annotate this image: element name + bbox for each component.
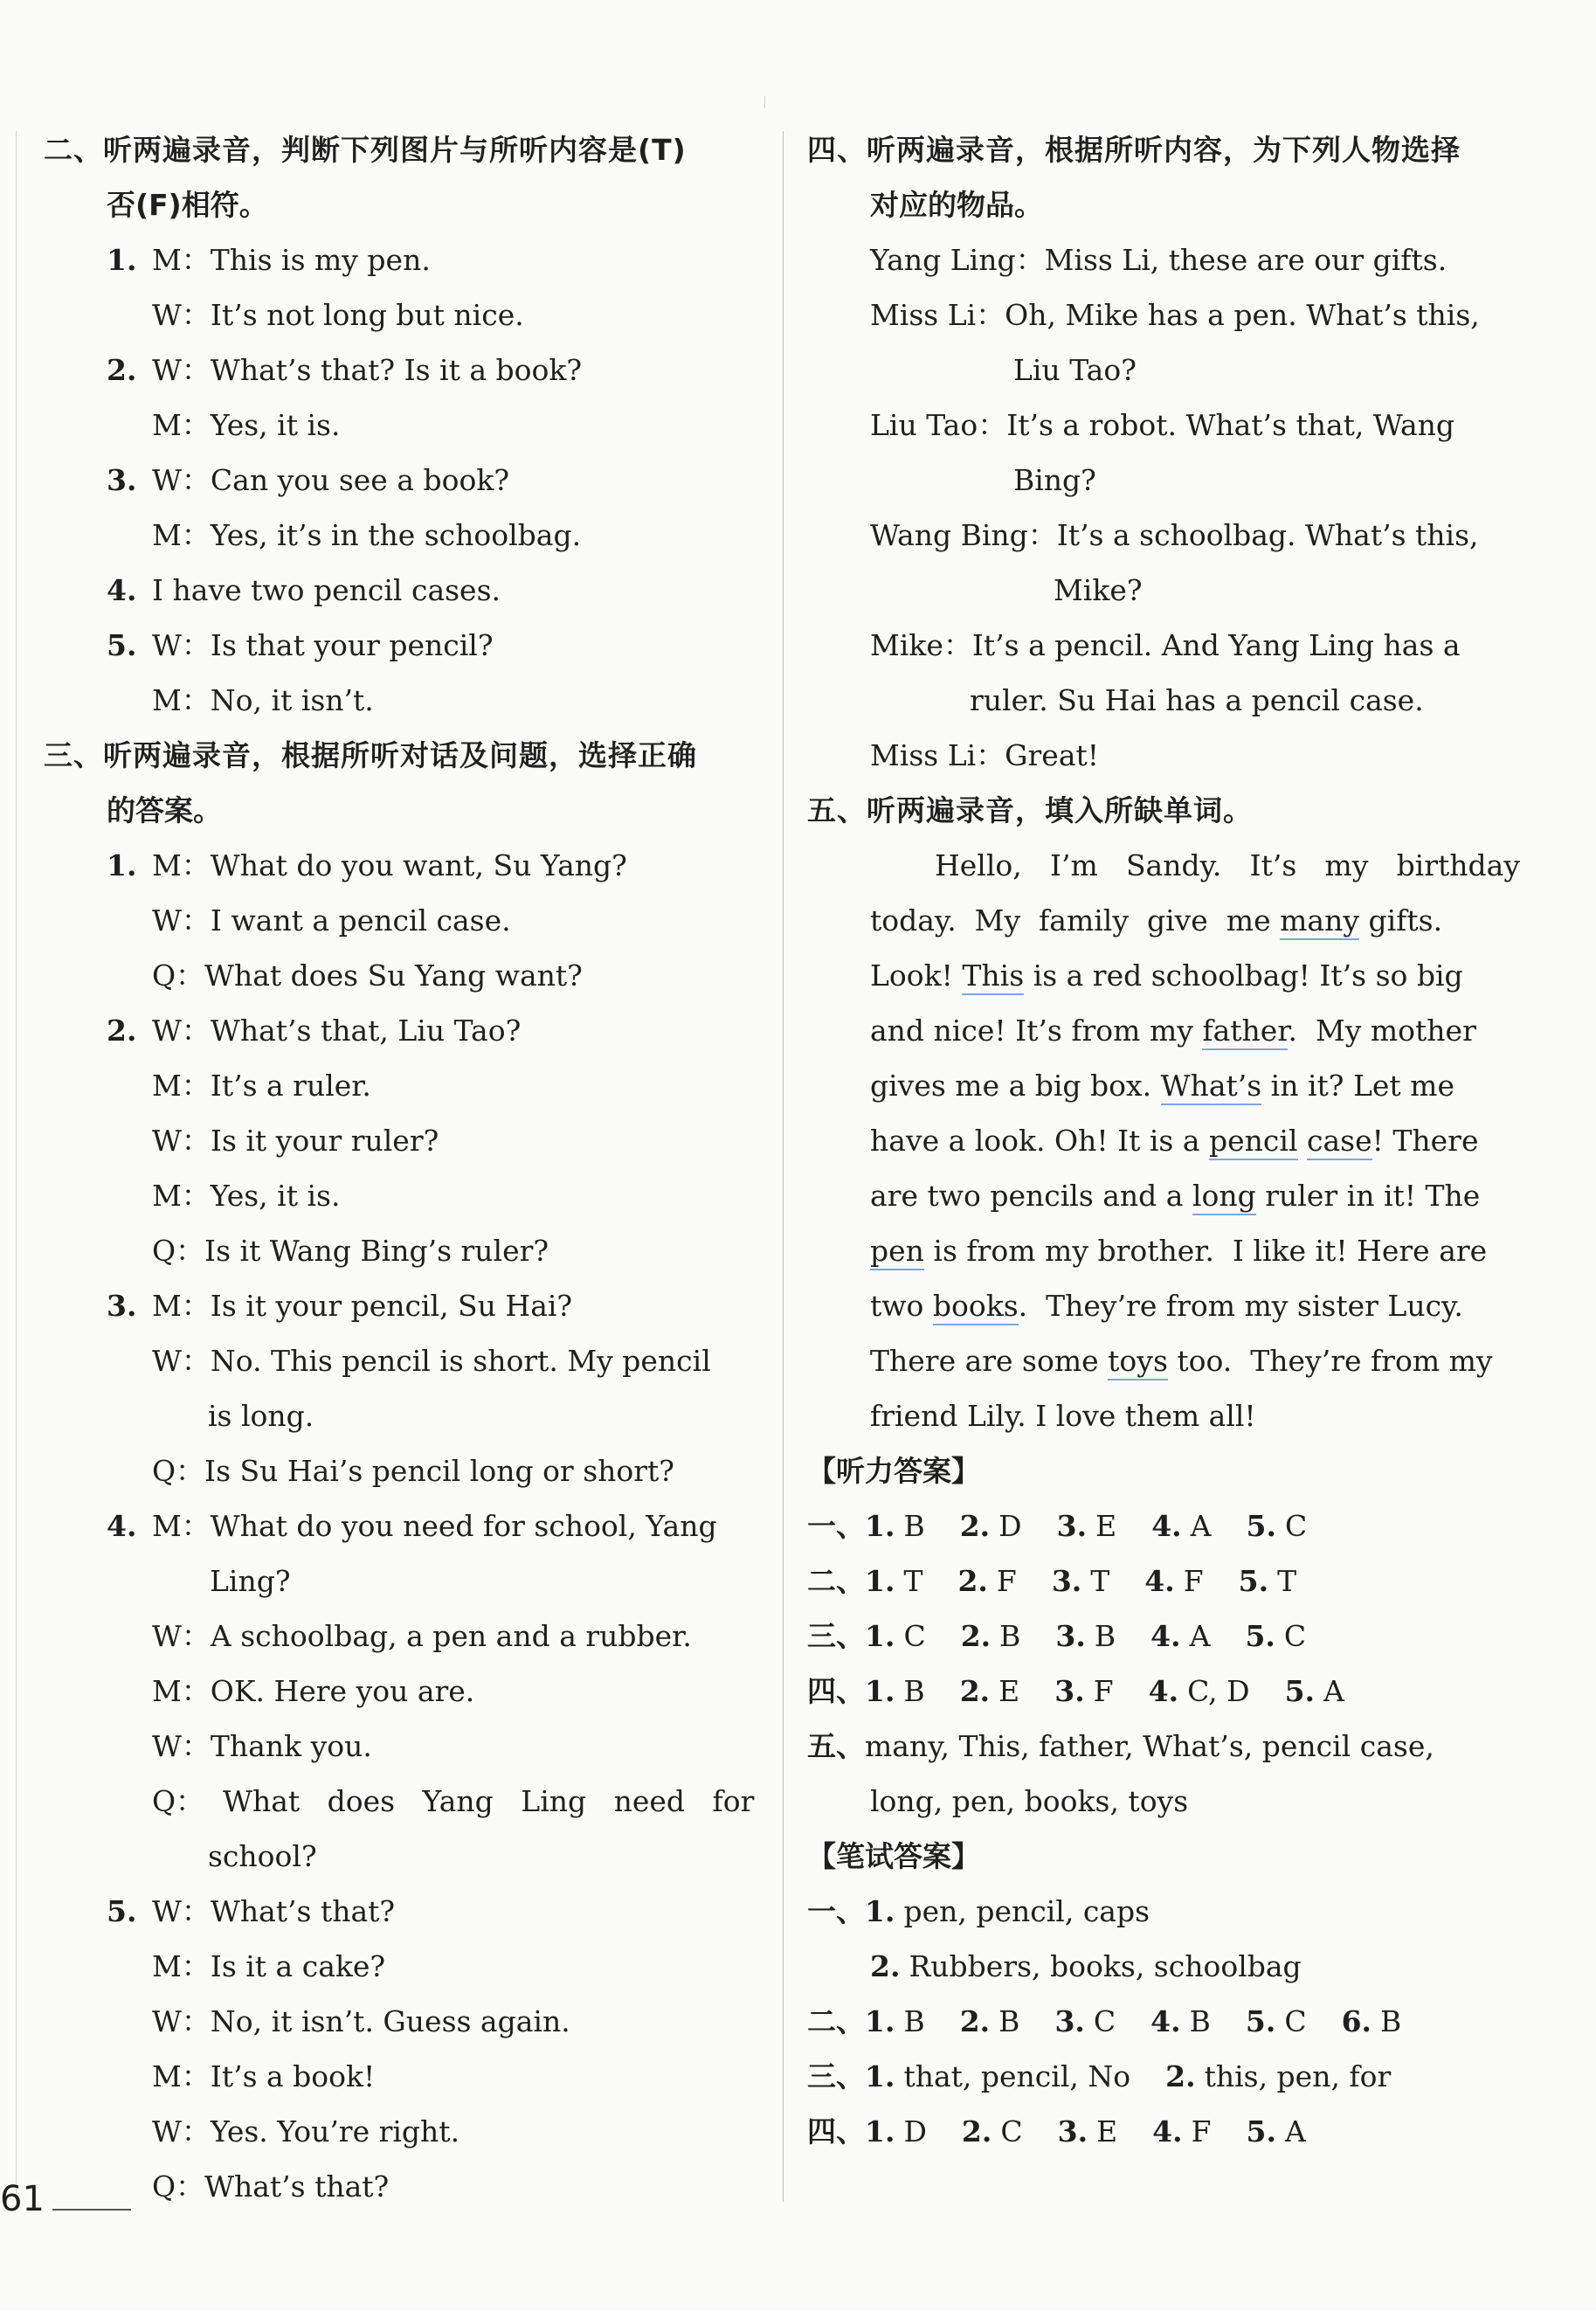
s2-item-3-b: M：Yes, it’s in the schoolbag. [152, 518, 582, 552]
filled-word: long [1192, 1179, 1256, 1215]
written-row-4: 四、1. D 2. C 3. E 4. F 5. A [807, 2114, 1306, 2148]
top-mark [764, 96, 765, 108]
s2-item-5: 5. W：Is that your pencil? [107, 628, 494, 662]
s3-item-1: 1. M：What do you want, Su Yang? [107, 848, 627, 882]
s3-item-2: 2. W：What’s that, Liu Tao? [107, 1014, 522, 1048]
answer-row-1: 一、1. B 2. D 3. E 4. A 5. C [807, 1509, 1308, 1543]
filled-word: father [1202, 1014, 1288, 1050]
s2-item-4: 4. I have two pencil cases. [107, 573, 501, 607]
s3-item-4-line: Ling? [210, 1564, 291, 1598]
s3-item-5-line: M：Is it a cake? [152, 1949, 386, 1983]
s3-item-3-line: is long. [208, 1399, 314, 1433]
filled-word: case [1307, 1124, 1372, 1160]
s3-item-4-line: school? [208, 1839, 317, 1873]
left-column [44, 122, 760, 2214]
s3-item-3: 3. M：Is it your pencil, Su Hai? [107, 1289, 573, 1323]
column-divider [783, 131, 784, 2202]
answer-row-5-cont: long, pen, books, toys [870, 1784, 1189, 1818]
section-4-title-cont: 对应的物品。 [870, 188, 1043, 222]
s3-item-1-line: Q：What does Su Yang want? [152, 958, 583, 993]
s3-item-2-line: Q：Is it Wang Bing’s ruler? [152, 1234, 549, 1268]
s5-para-line-2: today. My family give me many gifts. [807, 893, 1523, 948]
s2-item-5-b: M：No, it isn’t. [152, 683, 374, 717]
filled-word: toys [1108, 1344, 1168, 1380]
s4-line: Miss Li：Oh, Mike has a pen. What’s this, [870, 298, 1480, 332]
s4-line: Liu Tao：It’s a robot. What’s that, Wang [870, 408, 1455, 442]
s3-item-5: 5. W：What’s that? [107, 1894, 396, 1928]
s3-item-3-line: Q：Is Su Hai’s pencil long or short? [152, 1454, 674, 1488]
s5-para-line-7: are two pencils and a long ruler in it! The [807, 1168, 1523, 1223]
s3-item-4-line: W：Thank you. [152, 1729, 372, 1763]
s5-para-line-10: There are some toys too. They’re from my [807, 1333, 1523, 1388]
s4-line: Mike：It’s a pencil. And Yang Ling has a [870, 628, 1461, 662]
answer-row-4: 四、1. B 2. E 3. F 4. C, D 5. A [807, 1674, 1344, 1708]
s3-item-5-line: W：Yes. You’re right. [152, 2114, 460, 2148]
section-3-title-cont: 的答案。 [107, 793, 222, 827]
answer-row-5: 五、many, This, father, What’s, pencil case, [807, 1729, 1434, 1763]
section-5-title: 五、听两遍录音，填入所缺单词。 [807, 793, 1253, 827]
s4-line: Mike? [1054, 573, 1143, 607]
section-3-title: 三、听两遍录音，根据所听对话及问题，选择正确 [44, 738, 697, 772]
s4-line: Bing? [1013, 463, 1096, 497]
s5-para-line-8: pen is from my brother. I like it! Here are [807, 1223, 1523, 1278]
section-2-title-cont: 否(F)相符。 [107, 188, 268, 222]
filled-word: What’s [1161, 1069, 1262, 1105]
s2-item-2: 2. W：What’s that? Is it a book? [107, 353, 583, 387]
s3-item-4: 4. M：What do you need for school, Yang [107, 1509, 717, 1543]
s3-item-2-line: M：Yes, it is. [152, 1179, 341, 1213]
s2-item-1-b: W：It’s not long but nice. [152, 298, 524, 332]
s3-item-3-line: W：No. This pencil is short. My pencil [152, 1344, 711, 1378]
written-row-1-2: 2. Rubbers, books, schoolbag [870, 1949, 1302, 1983]
s5-para-line-11: friend Lily. I love them all! [870, 1399, 1256, 1433]
s5-para-line-9: two books. They’re from my sister Lucy. [807, 1278, 1523, 1333]
s4-line: ruler. Su Hai has a pencil case. [970, 683, 1424, 717]
s2-item-1: 1. M：This is my pen. [107, 243, 431, 277]
s5-para-line-4: and nice! It’s from my father. My mother [807, 1003, 1523, 1058]
s5-para-line-3: Look! This is a red schoolbag! It’s so big [807, 948, 1523, 1003]
written-row-3: 三、1. that, pencil, No 2. this, pen, for [807, 2059, 1392, 2093]
section-2-title: 二、听两遍录音，判断下列图片与所听内容是(T) [44, 133, 687, 167]
s3-item-4-line: W：A schoolbag, a pen and a rubber. [152, 1619, 692, 1653]
left-margin-line [16, 131, 17, 2202]
s3-item-5-line: M：It’s a book! [152, 2059, 376, 2093]
answer-row-2: 二、1. T 2. F 3. T 4. F 5. T [807, 1564, 1297, 1598]
s3-item-2-line: M：It’s a ruler. [152, 1069, 371, 1103]
filled-word: pen [870, 1234, 924, 1270]
s5-para-line-1: Hello, I’m Sandy. It’s my birthday [935, 848, 1520, 882]
page-number: 61 [0, 2179, 45, 2219]
s3-item-5-line: W：No, it isn’t. Guess again. [152, 2004, 570, 2038]
written-row-2: 二、1. B 2. B 3. C 4. B 5. C 6. B [807, 2004, 1402, 2038]
s4-line: Miss Li：Great! [870, 738, 1100, 772]
written-row-1: 一、1. pen, pencil, caps [807, 1894, 1150, 1928]
s3-item-1-line: W：I want a pencil case. [152, 903, 511, 938]
s3-item-4-line: Q： What does Yang Ling need for [152, 1784, 755, 1818]
s2-item-2-b: M：Yes, it is. [152, 408, 341, 442]
answer-row-3: 三、1. C 2. B 3. B 4. A 5. C [807, 1619, 1307, 1653]
s3-item-4-line: M：OK. Here you are. [152, 1674, 475, 1708]
s3-item-5-line: Q：What’s that? [152, 2169, 390, 2204]
right-column [807, 122, 1523, 2159]
s4-line: Wang Bing：It’s a schoolbag. What’s this, [870, 518, 1479, 552]
filled-word: This [962, 958, 1024, 995]
s3-item-2-line: W：Is it your ruler? [152, 1124, 439, 1158]
filled-word: pencil [1209, 1124, 1298, 1160]
s4-line: Liu Tao? [1013, 353, 1137, 387]
s4-line: Yang Ling：Miss Li, these are our gifts. [870, 243, 1447, 277]
s5-para-line-5: gives me a big box. What’s in it? Let me [807, 1058, 1523, 1113]
filled-word: many [1280, 903, 1359, 940]
s5-para-line-6: have a look. Oh! It is a pencil case! There [807, 1113, 1523, 1168]
written-answers-heading: 【笔试答案】 [807, 1839, 980, 1873]
s2-item-3: 3. W：Can you see a book? [107, 463, 510, 497]
listening-answers-heading: 【听力答案】 [807, 1454, 980, 1488]
section-4-title: 四、听两遍录音，根据所听内容，为下列人物选择 [807, 133, 1461, 167]
page-number-rule [52, 2209, 131, 2211]
filled-word: books [933, 1289, 1019, 1325]
